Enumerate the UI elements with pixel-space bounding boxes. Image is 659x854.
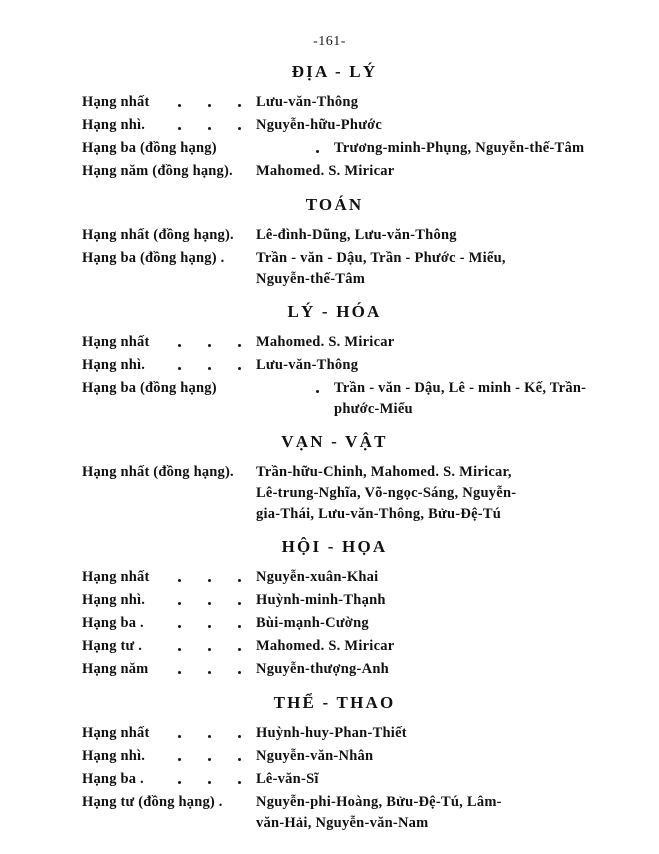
- award-rows: [0, 567, 659, 681]
- rank-label: Hạng nhì.: [82, 117, 146, 133]
- subject-section: [0, 537, 659, 681]
- rank-label: Hạng nhất: [82, 725, 150, 741]
- rank-label: Hạng nhất (đồng hạng).: [82, 464, 234, 480]
- dot-leader: [178, 636, 256, 657]
- award-row: [82, 115, 659, 137]
- leader-dot: [316, 390, 319, 393]
- winner-names: [256, 462, 659, 525]
- award-row: [82, 378, 659, 420]
- winner-names: [256, 769, 659, 790]
- winner-name-line: Mahomed. S. Miricar: [256, 334, 395, 350]
- winner-name-line: Huỳnh-huy-Phan-Thiết: [256, 725, 407, 741]
- winner-names: [256, 590, 659, 611]
- award-rows: [0, 225, 659, 290]
- winner-names: [256, 746, 659, 767]
- leader-dot: [208, 344, 211, 347]
- dot-leader: [178, 590, 256, 611]
- award-row: [82, 613, 659, 635]
- dot-leader: [178, 567, 256, 588]
- winner-name-line: gia-Thái, Lưu-văn-Thông, Bửu-Đệ-Tú: [256, 506, 502, 522]
- winner-name-line: Lê-văn-Sĩ: [256, 771, 319, 787]
- award-row: [82, 248, 659, 290]
- winner-names: [256, 613, 659, 634]
- winner-name-line: Nguyễn-văn-Nhân: [256, 748, 374, 764]
- subject-section: [0, 693, 659, 834]
- section-title: ĐỊA - LÝ: [291, 62, 378, 81]
- dot-leader: [178, 723, 256, 744]
- leader-dot: [178, 127, 181, 130]
- award-row: [82, 746, 659, 768]
- leader-dot: [208, 781, 211, 784]
- rank-label: Hạng ba .: [82, 615, 144, 631]
- leader-dot: [238, 781, 241, 784]
- winner-names: [334, 138, 659, 159]
- award-rows: [0, 332, 659, 420]
- leader-dot: [178, 671, 181, 674]
- leader-dot: [208, 648, 211, 651]
- leader-dot: [208, 625, 211, 628]
- section-title: VẠN - VẬT: [281, 432, 388, 451]
- rank-label: Hạng nhất: [82, 94, 150, 110]
- award-row: [82, 590, 659, 612]
- rank-label: Hạng nhất (đồng hạng).: [82, 227, 234, 243]
- leader-dot: [208, 602, 211, 605]
- page-number: -161-: [313, 34, 346, 49]
- dot-leader: [178, 613, 256, 634]
- award-row: [82, 769, 659, 791]
- dot-leader: [256, 138, 334, 159]
- winner-names: [256, 792, 659, 834]
- leader-dot: [208, 758, 211, 761]
- award-rows: [0, 92, 659, 183]
- winner-name-line: Nguyễn-thế-Tâm: [256, 271, 366, 287]
- rank-label: Hạng ba .: [82, 771, 144, 787]
- rank-label: Hạng năm: [82, 661, 149, 677]
- leader-dot: [208, 367, 211, 370]
- leader-dot: [178, 735, 181, 738]
- award-row: [82, 161, 659, 183]
- leader-dot: [238, 758, 241, 761]
- winner-names: [256, 92, 659, 113]
- leader-dot: [238, 671, 241, 674]
- leader-dot: [238, 579, 241, 582]
- subject-section: [0, 302, 659, 420]
- leader-dot: [208, 127, 211, 130]
- award-row: [82, 462, 659, 525]
- leader-dot: [208, 735, 211, 738]
- winner-names: [256, 567, 659, 588]
- rank-label: Hạng ba (đồng hạng) .: [82, 250, 225, 266]
- dot-leader: [178, 769, 256, 790]
- leader-dot: [178, 648, 181, 651]
- leader-dot: [238, 735, 241, 738]
- leader-dot: [178, 602, 181, 605]
- winner-names: [256, 659, 659, 680]
- rank-label: Hạng tư (đồng hạng) .: [82, 794, 223, 810]
- winner-names: [256, 723, 659, 744]
- award-row: [82, 659, 659, 681]
- winner-names: [256, 636, 659, 657]
- leader-dot: [238, 648, 241, 651]
- winner-name-line: Nguyễn-thượng-Anh: [256, 661, 389, 677]
- winner-names: [256, 355, 659, 376]
- rank-label: Hạng nhì.: [82, 592, 146, 608]
- winner-names: [256, 115, 659, 136]
- award-rows: [0, 462, 659, 525]
- leader-dot: [238, 127, 241, 130]
- award-row: [82, 355, 659, 377]
- winner-name-line: phước-Miểu: [334, 401, 413, 417]
- winner-names: [256, 225, 659, 246]
- leader-dot: [178, 758, 181, 761]
- rank-label: Hạng năm (đồng hạng).: [82, 163, 233, 179]
- section-title: HỘI - HỌA: [281, 537, 388, 556]
- leader-dot: [178, 344, 181, 347]
- award-row: [82, 792, 659, 834]
- leader-dot: [178, 579, 181, 582]
- award-row: [82, 138, 659, 160]
- leader-dot: [238, 344, 241, 347]
- leader-dot: [208, 104, 211, 107]
- rank-label: Hạng nhất: [82, 569, 150, 585]
- dot-leader: [178, 355, 256, 376]
- dot-leader: [178, 92, 256, 113]
- leader-dot: [238, 602, 241, 605]
- winner-name-line: Trần - văn - Dậu, Lê - minh - Kế, Trần-: [334, 380, 587, 396]
- winner-name-line: Mahomed. S. Miricar: [256, 638, 395, 654]
- winner-names: [256, 332, 659, 353]
- winner-name-line: văn-Hải, Nguyễn-văn-Nam: [256, 815, 429, 831]
- rank-label: Hạng nhì.: [82, 748, 146, 764]
- rank-label: Hạng nhì.: [82, 357, 146, 373]
- dot-leader: [178, 659, 256, 680]
- leader-dot: [316, 150, 319, 153]
- leader-dot: [208, 671, 211, 674]
- winner-name-line: Lưu-văn-Thông: [256, 94, 359, 110]
- award-rows: [0, 723, 659, 834]
- winner-name-line: Lê-đình-Dũng, Lưu-văn-Thông: [256, 227, 457, 243]
- award-row: [82, 567, 659, 589]
- winner-name-line: Mahomed. S. Miricar: [256, 163, 395, 179]
- winner-name-line: Nguyễn-hữu-Phước: [256, 117, 383, 133]
- award-row: [82, 225, 659, 247]
- leader-dot: [238, 104, 241, 107]
- winner-name-line: Lưu-văn-Thông: [256, 357, 359, 373]
- leader-dot: [238, 367, 241, 370]
- dot-leader: [178, 332, 256, 353]
- rank-label: Hạng tư .: [82, 638, 143, 654]
- award-row: [82, 636, 659, 658]
- section-title: TOÁN: [305, 195, 364, 214]
- winner-name-line: Trương-minh-Phụng, Nguyễn-thế-Tâm: [334, 140, 585, 156]
- award-row: [82, 723, 659, 745]
- leader-dot: [238, 625, 241, 628]
- results-list: [0, 62, 659, 836]
- leader-dot: [208, 579, 211, 582]
- winner-names: [256, 248, 659, 290]
- section-title: THỂ - THAO: [273, 693, 396, 712]
- winner-name-line: Trần - văn - Dậu, Trần - Phước - Miểu,: [256, 250, 506, 266]
- subject-section: [0, 432, 659, 525]
- subject-section: [0, 62, 659, 183]
- winner-names: [256, 161, 659, 182]
- winner-name-line: Lê-trung-Nghĩa, Võ-ngọc-Sáng, Nguyễn-: [256, 485, 517, 501]
- rank-label: Hạng ba (đồng hạng): [82, 380, 217, 396]
- winner-name-line: Bùi-mạnh-Cường: [256, 615, 369, 631]
- dot-leader: [256, 378, 334, 399]
- winner-name-line: Nguyễn-xuân-Khai: [256, 569, 379, 585]
- winner-name-line: Huỳnh-minh-Thạnh: [256, 592, 386, 608]
- leader-dot: [178, 781, 181, 784]
- award-row: [82, 92, 659, 114]
- leader-dot: [178, 104, 181, 107]
- winner-name-line: Trần-hữu-Chinh, Mahomed. S. Miricar,: [256, 464, 512, 480]
- dot-leader: [178, 746, 256, 767]
- leader-dot: [178, 367, 181, 370]
- winner-names: [334, 378, 659, 420]
- rank-label: Hạng ba (đồng hạng): [82, 140, 217, 156]
- dot-leader: [178, 115, 256, 136]
- leader-dot: [178, 625, 181, 628]
- winner-name-line: Nguyễn-phi-Hoàng, Bửu-Đệ-Tú, Lâm-: [256, 794, 502, 810]
- subject-section: [0, 195, 659, 290]
- award-row: [82, 332, 659, 354]
- rank-label: Hạng nhất: [82, 334, 150, 350]
- section-title: LÝ - HÓA: [287, 302, 382, 321]
